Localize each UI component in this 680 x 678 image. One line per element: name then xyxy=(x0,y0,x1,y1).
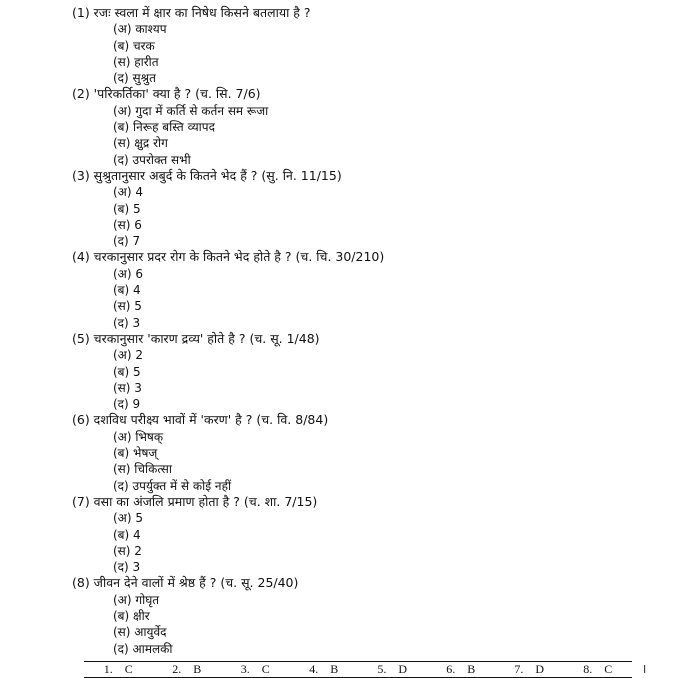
answer-key-number: 2. xyxy=(172,662,182,676)
answer-option: (स) हारीत xyxy=(113,54,159,69)
answer-key-letter: B xyxy=(330,662,339,676)
answer-key-letter: D xyxy=(398,662,408,676)
answer-key-bar xyxy=(84,661,632,678)
question-list xyxy=(72,5,672,657)
answer-option: (अ) भिषक् xyxy=(113,429,164,444)
answer-key-number: 7. xyxy=(514,662,524,676)
question-text: (1) रजः स्वला में क्षार का निषेध किसने बतलाया है ? xyxy=(72,5,311,20)
answer-key-number: 4. xyxy=(309,662,319,676)
answer-key-letter: C xyxy=(261,662,270,676)
answer-option: (द) उपर्युक्त में से कोई नहीं xyxy=(113,478,232,493)
answer-option: (स) 2 xyxy=(113,543,142,558)
answer-option: (स) क्षुद्र रोग xyxy=(113,136,168,151)
answer-option: (स) 6 xyxy=(113,217,142,232)
answer-option: (द) 9 xyxy=(113,397,141,412)
answer-option: (द) 3 xyxy=(113,315,141,330)
answer-option: (ब) 5 xyxy=(113,364,141,379)
answer-option: (अ) 4 xyxy=(113,185,143,200)
answer-option: (स) चिकित्सा xyxy=(113,462,172,477)
answer-key-item xyxy=(153,662,222,677)
answer-key-item xyxy=(427,662,496,677)
answer-option: (द) उपरोक्त सभी xyxy=(113,152,191,167)
answer-option: (ब) 4 xyxy=(113,527,141,542)
answer-key-item xyxy=(495,662,564,677)
answer-option: (स) 3 xyxy=(113,380,142,395)
answer-key-letter: C xyxy=(124,662,133,676)
answer-key-letter: B xyxy=(193,662,202,676)
answer-option: (ब) क्षीर xyxy=(113,608,150,623)
answer-option: (ब) चरक xyxy=(113,38,155,53)
answer-option: (अ) काश्यप xyxy=(113,22,167,37)
question-text: (7) वसा का अंजलि प्रमाण होता है ? (च. शा. 7/15) xyxy=(72,493,318,509)
answer-option: (स) 5 xyxy=(113,299,142,314)
answer-option: (अ) गोघृत xyxy=(113,592,160,607)
question-text: (5) चरकानुसार 'कारण द्रव्य' होते है ? (च. सू. 1/48) xyxy=(72,330,320,346)
answer-option: (अ) 2 xyxy=(113,348,143,363)
answer-key-number: 1. xyxy=(103,662,113,676)
answer-key-number: 3. xyxy=(240,662,250,676)
answer-key-item xyxy=(564,662,633,677)
answer-option: (अ) 5 xyxy=(113,511,143,526)
answer-key-number: 8. xyxy=(583,662,593,676)
answer-key-letter: B xyxy=(467,662,476,676)
answer-key-item xyxy=(358,662,427,677)
answer-option: (द) 3 xyxy=(113,560,141,575)
answer-option: (अ) 6 xyxy=(113,266,143,281)
question-text: (2) 'परिकर्तिका' क्या है ? (च. सि. 7/6) xyxy=(72,86,261,102)
answer-option: (द) 7 xyxy=(113,234,141,249)
answer-key-item xyxy=(290,662,359,677)
answer-key-item xyxy=(84,662,153,677)
answer-option: (द) आमलकी xyxy=(113,641,173,656)
answer-option: (ब) 5 xyxy=(113,201,141,216)
question-text: (8) जीवन देने वालों में श्रेष्ठ हैं ? (च. सू. 25/40) xyxy=(72,575,299,591)
answer-option: (ब) भेषज् xyxy=(113,446,158,461)
answer-option: (अ) गुदा में कर्ति से कर्तन सम रूजा xyxy=(113,103,269,118)
answer-option: (द) सुश्रुत xyxy=(113,71,156,86)
answer-key-letter: C xyxy=(604,662,613,676)
question-text: (3) सुश्रुतानुसार अबुर्द के कितने भेद हैं ? (सु. नि. 11/15) xyxy=(72,167,342,183)
answer-key-letter: D xyxy=(535,662,545,676)
page-mark: I xyxy=(643,663,647,676)
answer-key-number: 6. xyxy=(446,662,456,676)
answer-option: (ब) 4 xyxy=(113,283,141,298)
question-text: (4) चरकानुसार प्रदर रोग के कितने भेद होते है ? (च. चि. 30/210) xyxy=(72,249,385,265)
answer-key-item xyxy=(221,662,290,677)
answer-option: (ब) निरूह बस्ति व्यापद xyxy=(113,120,215,135)
answer-option: (स) आयुर्वेद xyxy=(113,625,167,640)
question-text: (6) दशविध परीक्ष्य भावों में 'करण' है ? (च. वि. 8/84) xyxy=(72,412,329,428)
answer-key-number: 5. xyxy=(377,662,387,676)
